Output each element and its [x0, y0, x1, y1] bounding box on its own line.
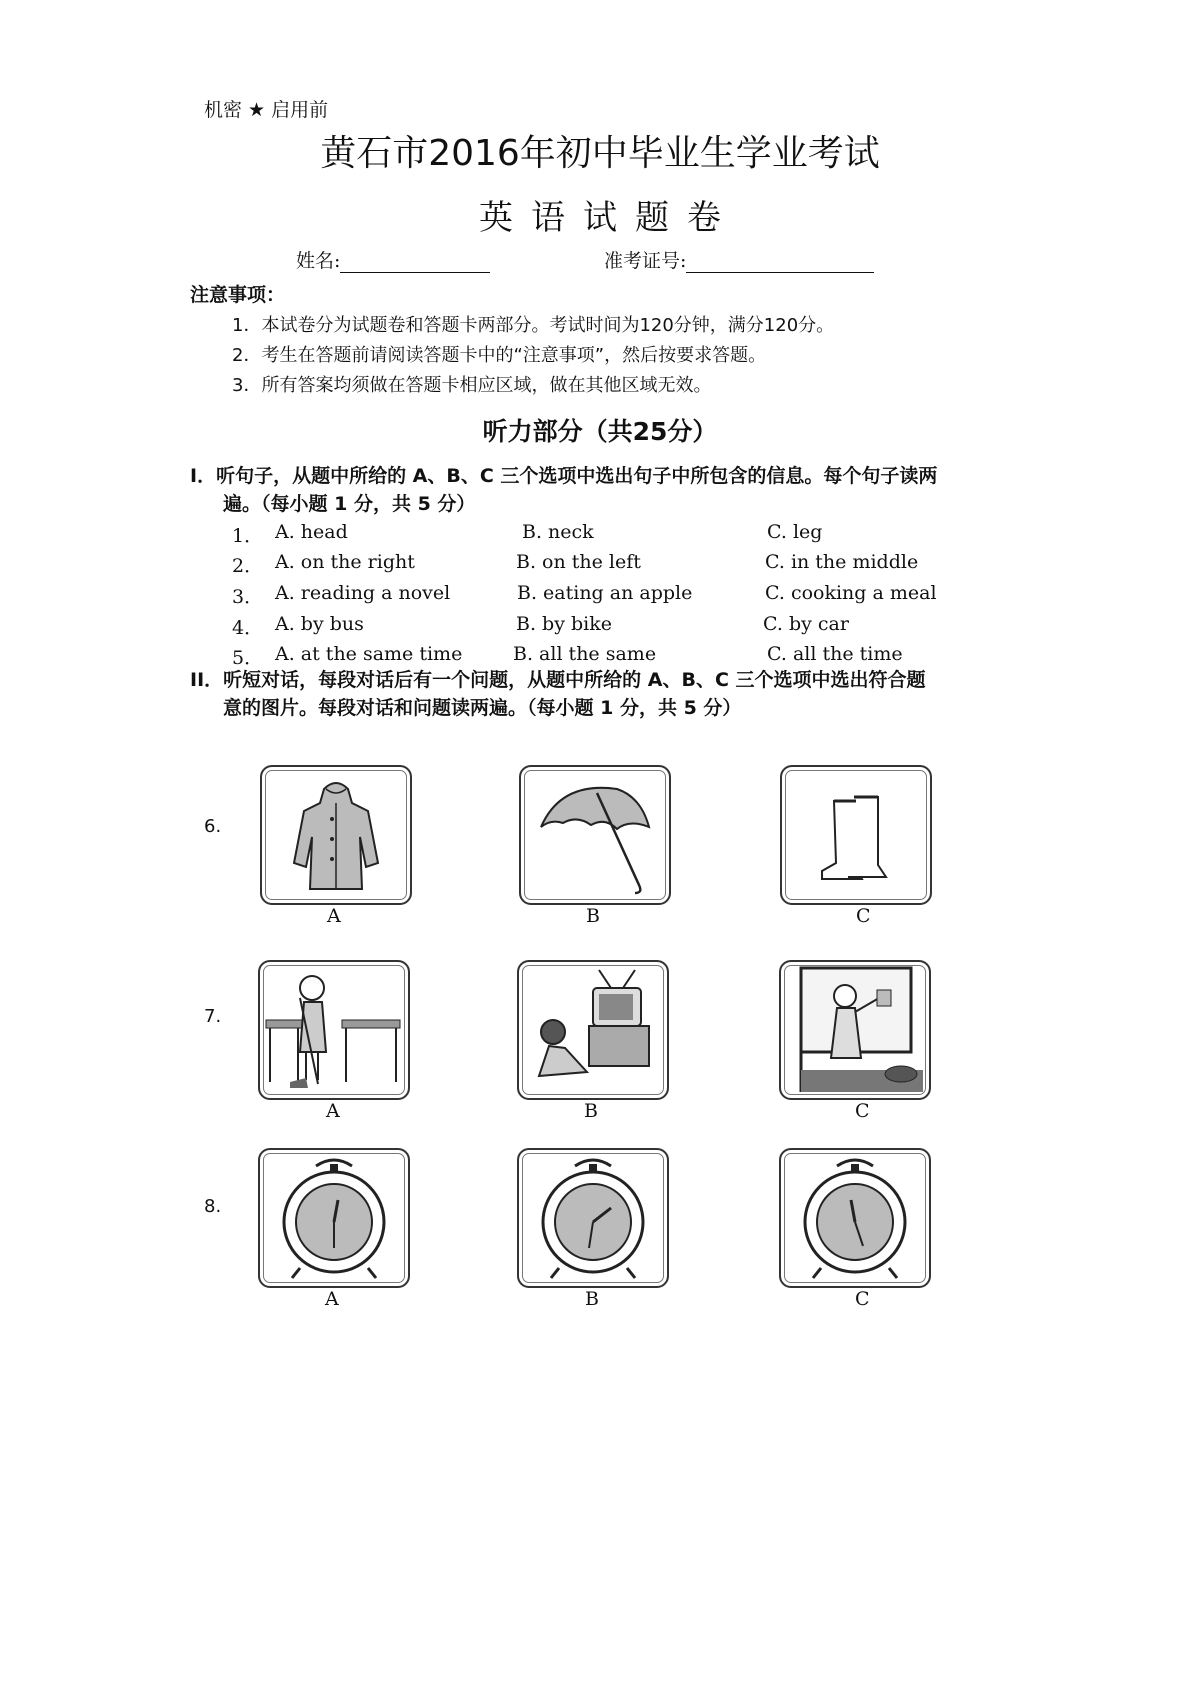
option-c: C. by car [763, 613, 849, 635]
option-a: A. by bus [275, 613, 364, 635]
alarm-clock-icon [260, 1150, 408, 1286]
option-c: C. leg [767, 521, 823, 543]
question-number: 6. [204, 816, 222, 837]
exam-id-blank [686, 254, 874, 273]
option-a: A. on the right [275, 551, 415, 573]
option-a: A. reading a novel [275, 582, 451, 604]
question-number: 4． [232, 617, 264, 639]
option-b: B. neck [522, 521, 594, 543]
child-watching-tv-icon [519, 962, 667, 1098]
option-label: B [585, 1288, 599, 1310]
question-number: 7. [204, 1006, 222, 1027]
child-watching-tv-picture[interactable] [517, 960, 669, 1100]
umbrella-picture[interactable] [519, 765, 671, 905]
option-b: B. by bike [516, 613, 612, 635]
question-number: 2． [232, 555, 264, 577]
option-b: B. eating an apple [517, 582, 693, 604]
option-label: B [586, 905, 600, 927]
option-a: A. at the same time [275, 643, 463, 665]
option-c: C. cooking a meal [765, 582, 937, 604]
rain-boots-icon [782, 767, 930, 903]
question-number: 1． [232, 525, 264, 547]
alarm-clock-picture-b[interactable] [517, 1148, 669, 1288]
listening-heading: 听力部分（共25分） [482, 417, 718, 446]
question-number: 3． [232, 586, 264, 608]
part1-instruction-line1: I．听句子，从题中所给的 A、B、C 三个选项中选出句子中所包含的信息。每个句子读两 [190, 465, 938, 487]
option-label: A [326, 1100, 340, 1122]
notes-heading: 注意事项： [190, 284, 286, 306]
exam-id-label: 准考证号: [604, 250, 687, 272]
alarm-clock-icon [781, 1150, 929, 1286]
option-label: A [325, 1288, 339, 1310]
alarm-clock-picture-a[interactable] [258, 1148, 410, 1288]
part2-instruction-line2: 意的图片。每段对话和问题读两遍。（每小题 1 分，共 5 分） [223, 697, 742, 719]
exam-subtitle: 英语试题卷 [479, 198, 739, 238]
part2-instruction-line1: II．听短对话，每段对话后有一个问题，从题中所给的 A、B、C 三个选项中选出符合题 [190, 669, 926, 691]
option-label: C [855, 1100, 870, 1122]
girl-cleaning-window-icon [781, 962, 929, 1098]
option-label: C [856, 905, 871, 927]
exam-id-field [604, 246, 874, 273]
girl-sweeping-floor-picture[interactable] [258, 960, 410, 1100]
part1-instruction-line2: 遍。（每小题 1 分，共 5 分） [223, 493, 476, 515]
alarm-clock-icon [519, 1150, 667, 1286]
raincoat-picture[interactable] [260, 765, 412, 905]
girl-sweeping-icon [260, 962, 408, 1098]
option-b: B. on the left [516, 551, 641, 573]
alarm-clock-picture-c[interactable] [779, 1148, 931, 1288]
option-c: C. all the time [767, 643, 903, 665]
note-item: 3．所有答案均须做在答题卡相应区域，做在其他区域无效。 [232, 375, 712, 396]
name-field [296, 246, 490, 273]
option-label: C [855, 1288, 870, 1310]
rain-boots-picture[interactable] [780, 765, 932, 905]
raincoat-icon [262, 767, 410, 903]
confidential-label: 机密 ★ 启用前 [204, 99, 329, 121]
umbrella-icon [521, 767, 669, 903]
question-number: 5． [232, 647, 264, 669]
name-label: 姓名: [296, 250, 341, 272]
note-item: 1．本试卷分为试题卷和答题卡两部分。考试时间为120分钟，满分120分。 [232, 315, 835, 336]
girl-cleaning-window-picture[interactable] [779, 960, 931, 1100]
option-b: B. all the same [513, 643, 657, 665]
option-c: C. in the middle [765, 551, 919, 573]
question-number: 8. [204, 1196, 222, 1217]
option-label: B [584, 1100, 598, 1122]
name-blank [340, 254, 490, 273]
exam-title: 黄石市2016年初中毕业生学业考试 [320, 133, 880, 174]
note-item: 2．考生在答题前请阅读答题卡中的“注意事项”，然后按要求答题。 [232, 345, 767, 366]
option-label: A [327, 905, 341, 927]
option-a: A. head [275, 521, 348, 543]
